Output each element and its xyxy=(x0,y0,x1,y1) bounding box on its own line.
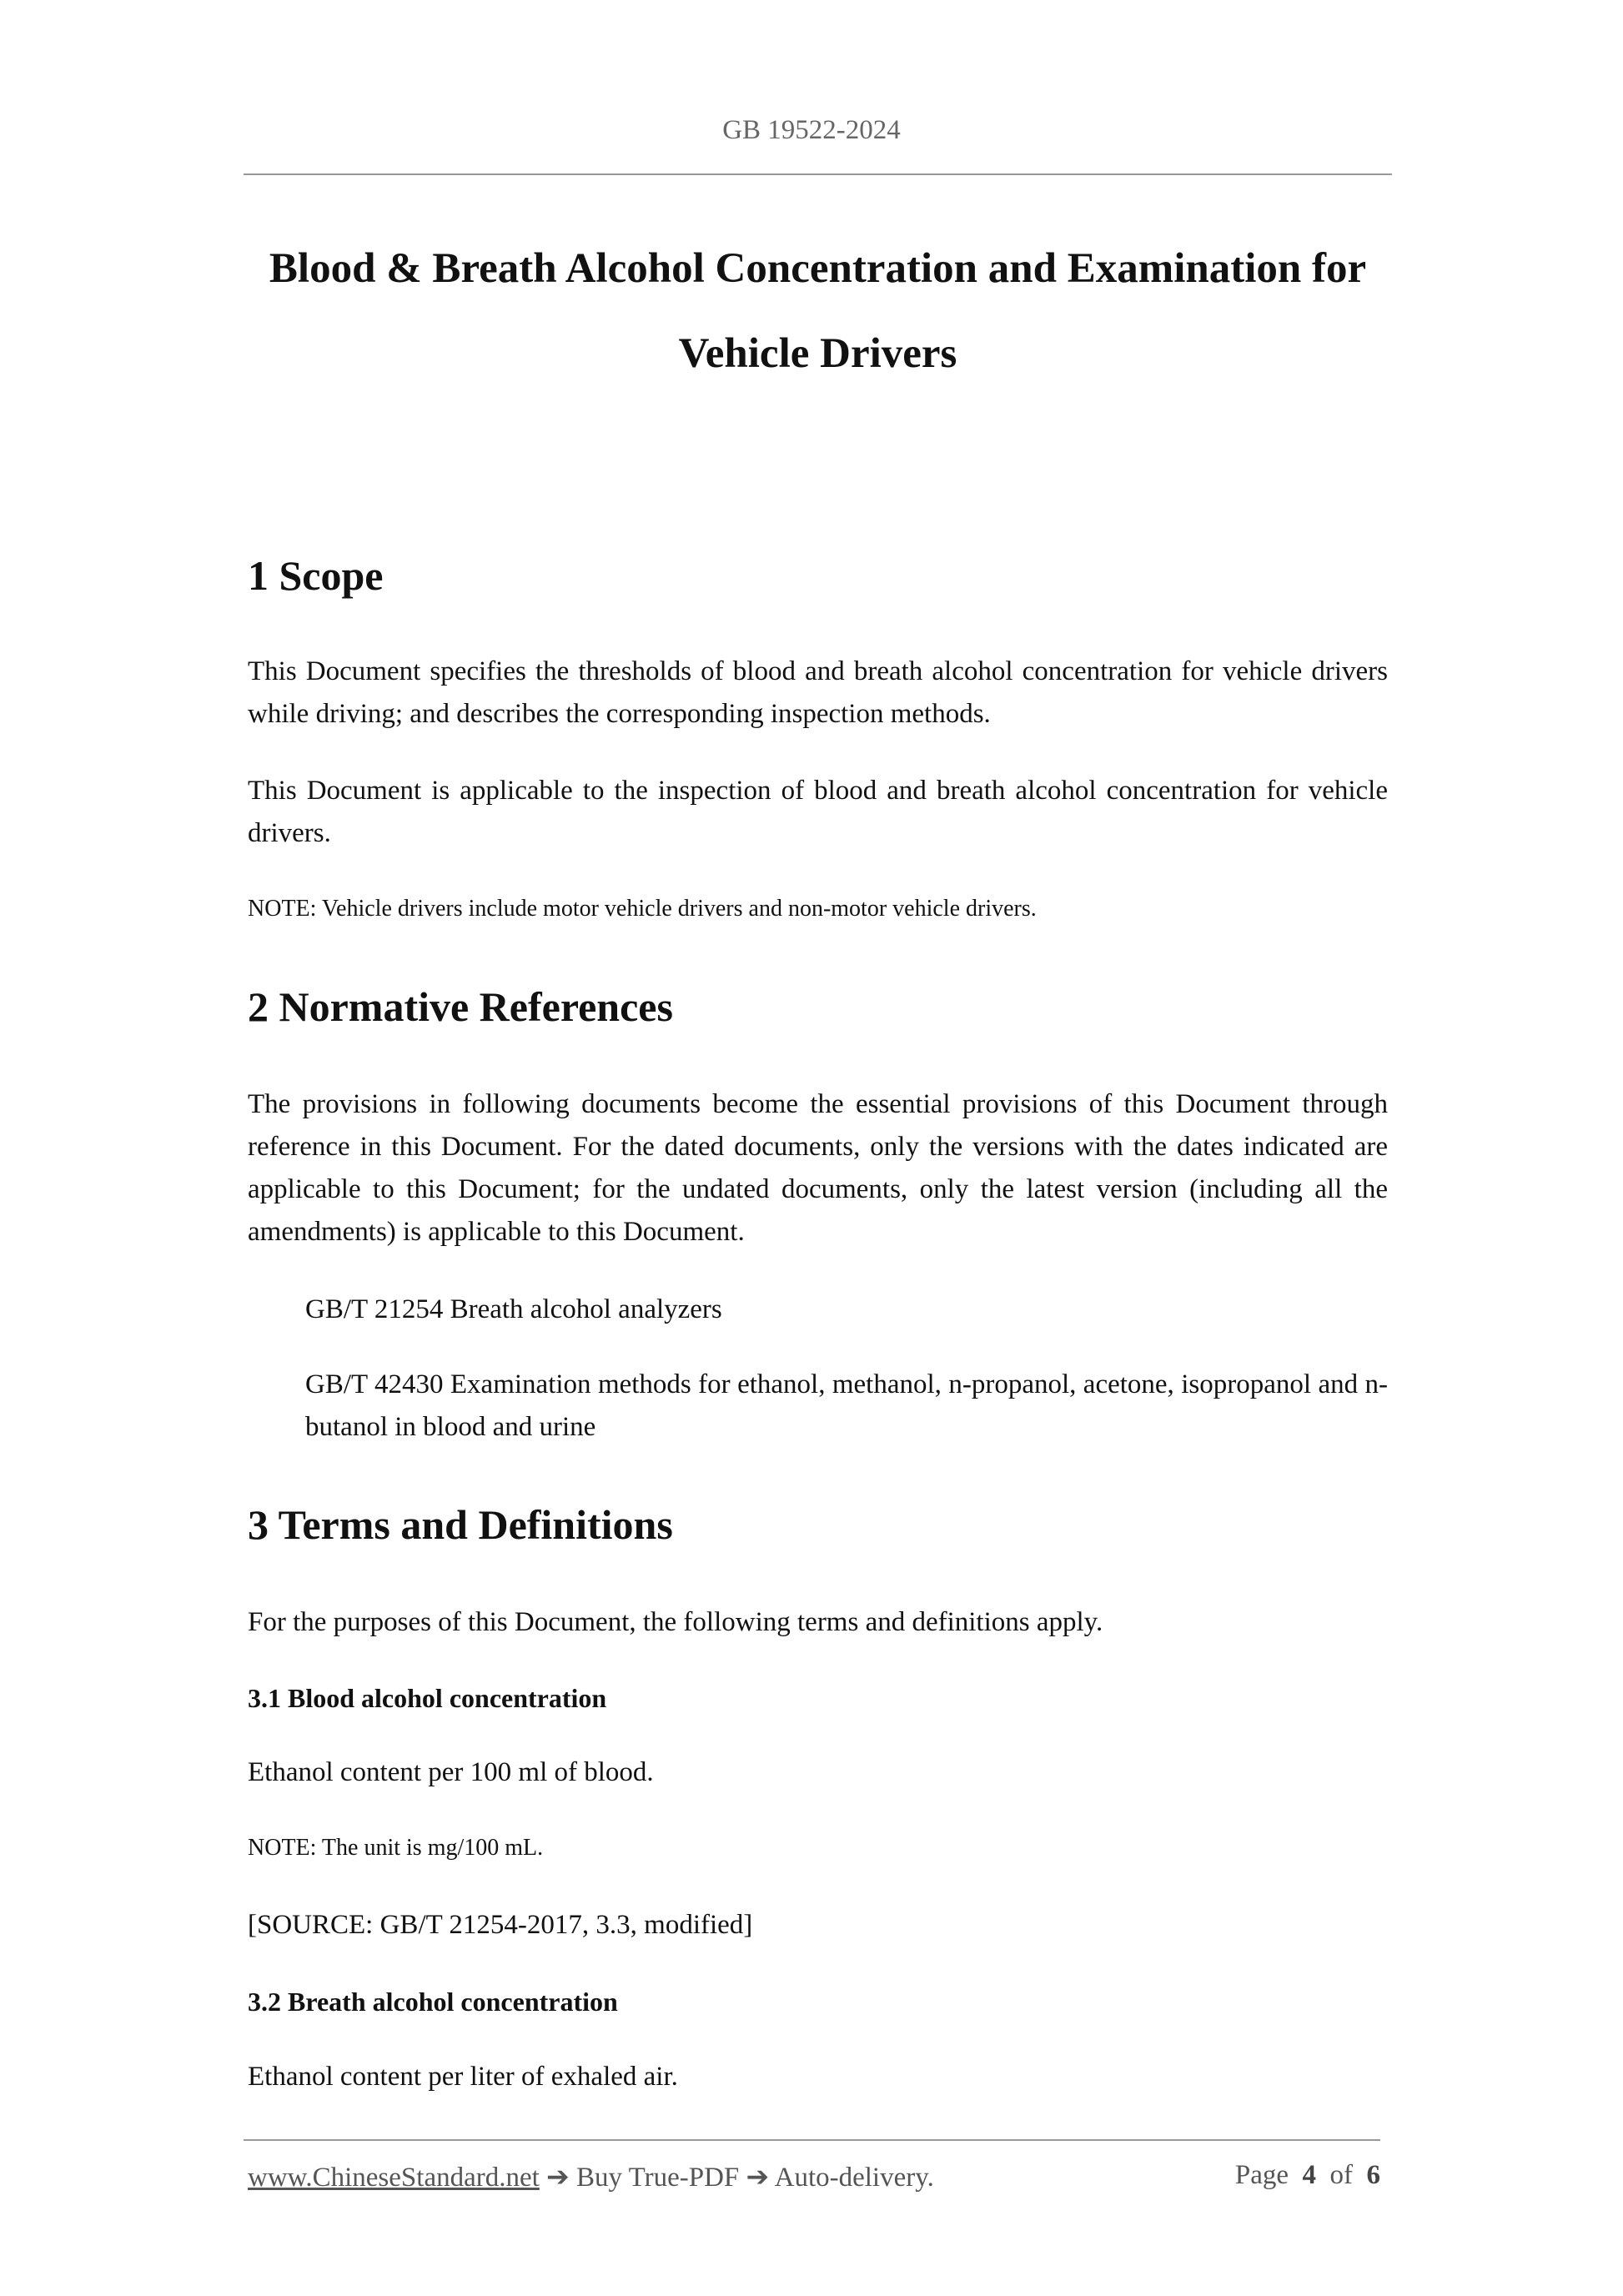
page-label: Page xyxy=(1234,2160,1289,2190)
term-note-unit: NOTE: The unit is mg/100 mL. xyxy=(248,1835,544,1861)
term-definition-blood-alcohol: Ethanol content per 100 ml of blood. xyxy=(248,1757,654,1787)
section-heading-normative-references: 2 Normative References xyxy=(248,983,673,1030)
term-definition-breath-alcohol: Ethanol content per liter of exhaled air. xyxy=(248,2062,678,2092)
title-line-1: Blood & Breath Alcohol Concentration and Examination for xyxy=(269,245,1367,292)
arrow-right-icon: ➔ xyxy=(546,2163,570,2193)
term-heading-breath-alcohol: 3.2 Breath alcohol concentration xyxy=(248,1987,618,2017)
reference-item: GB/T 21254 Breath alcohol analyzers xyxy=(305,1294,722,1324)
footer-promo xyxy=(248,2160,934,2193)
document-id-header: GB 19522-2024 xyxy=(722,115,901,145)
references-paragraph: The provisions in following documents become the essential provisions of this Document through reference in this Document. For the dated documents, only the versions with the dates indicated are applicable to this Document; for the undated documents, only the latest version (including all the amendments) is applicable to this Document. xyxy=(248,1089,1388,1247)
total-pages: 6 xyxy=(1366,2160,1380,2190)
website-link[interactable]: www.ChineseStandard.net xyxy=(248,2163,540,2193)
buy-text: Buy True-PDF xyxy=(575,2163,740,2193)
page-footer xyxy=(248,2160,1380,2193)
current-page: 4 xyxy=(1302,2160,1316,2190)
scope-paragraph-2: This Document is applicable to the inspection of blood and breath alcohol concentration for vehicle drivers. xyxy=(248,776,1388,848)
of-label: of xyxy=(1329,2160,1353,2190)
page-number xyxy=(1235,2160,1380,2193)
scope-paragraph-1: This Document specifies the thresholds of blood and breath alcohol concentration for vehicle drivers while driving; and describes the corresponding inspection methods. xyxy=(248,656,1388,729)
section-heading-scope: 1 Scope xyxy=(248,552,384,599)
scope-note: NOTE: Vehicle drivers include motor vehicle drivers and non-motor vehicle drivers. xyxy=(248,896,1037,922)
delivery-text: Auto-delivery. xyxy=(774,2163,934,2193)
title-line-2: Vehicle Drivers xyxy=(678,330,957,377)
section-heading-terms: 3 Terms and Definitions xyxy=(248,1501,673,1548)
document-title xyxy=(244,226,1392,396)
arrow-right-icon: ➔ xyxy=(746,2163,770,2193)
term-heading-blood-alcohol: 3.1 Blood alcohol concentration xyxy=(248,1683,607,1713)
footer-divider xyxy=(244,2139,1380,2141)
reference-item: GB/T 42430 Examination methods for ethanol, methanol, n-propanol, acetone, isopropanol and n-butanol in blood and urine xyxy=(305,1369,1388,1442)
terms-paragraph: For the purposes of this Document, the following terms and definitions apply. xyxy=(248,1607,1103,1637)
term-source: [SOURCE: GB/T 21254-2017, 3.3, modified] xyxy=(248,1910,753,1940)
header-divider xyxy=(244,173,1392,175)
